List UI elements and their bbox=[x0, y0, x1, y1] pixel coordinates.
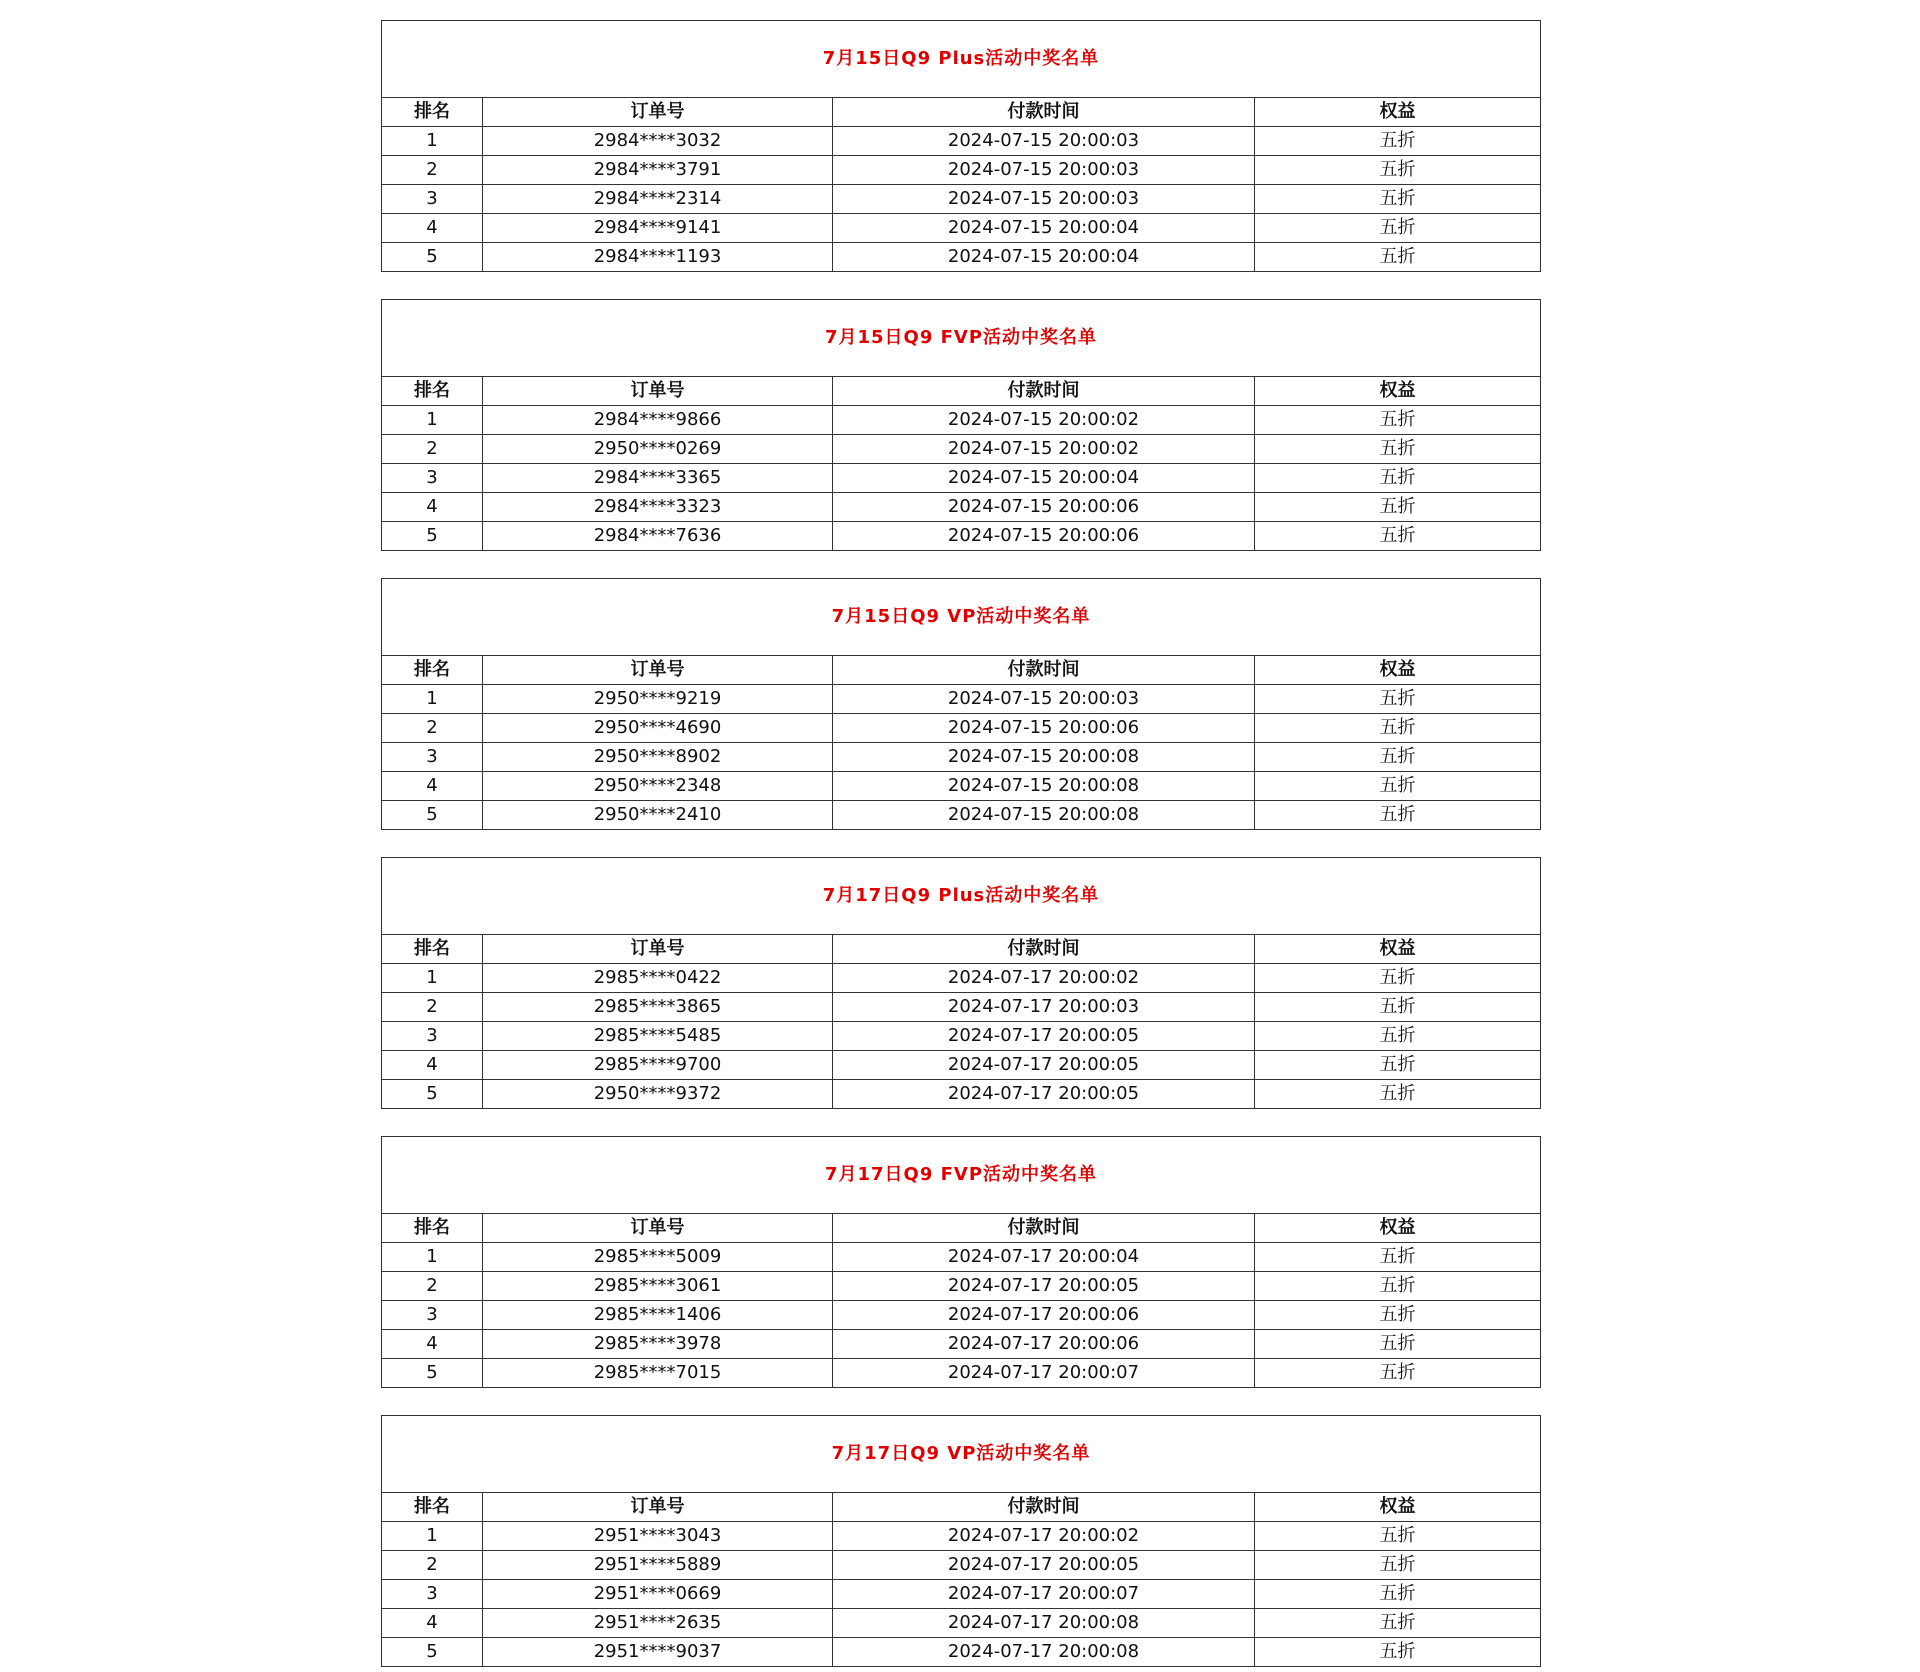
payment-time-cell: 2024-07-17 20:00:03 bbox=[833, 993, 1255, 1022]
order-number-cell: 2984****1193 bbox=[483, 243, 833, 272]
table-row bbox=[382, 1330, 1541, 1359]
benefit-cell: 五折 bbox=[1255, 1551, 1541, 1580]
order-number-cell: 2950****9219 bbox=[483, 685, 833, 714]
table-row bbox=[382, 464, 1541, 493]
winner-table bbox=[381, 299, 1541, 551]
order-number-cell: 2951****2635 bbox=[483, 1609, 833, 1638]
table-row bbox=[382, 435, 1541, 464]
rank-cell: 4 bbox=[382, 1609, 483, 1638]
payment-time-cell: 2024-07-17 20:00:05 bbox=[833, 1051, 1255, 1080]
header-rank: 排名 bbox=[382, 377, 483, 406]
benefit-cell: 五折 bbox=[1255, 1609, 1541, 1638]
table-title: 7月15日Q9 VP活动中奖名单 bbox=[382, 579, 1541, 656]
rank-cell: 2 bbox=[382, 1272, 483, 1301]
table-row bbox=[382, 1080, 1541, 1109]
benefit-cell: 五折 bbox=[1255, 435, 1541, 464]
order-number-cell: 2951****0669 bbox=[483, 1580, 833, 1609]
header-payment-time: 付款时间 bbox=[833, 656, 1255, 685]
header-payment-time: 付款时间 bbox=[833, 98, 1255, 127]
benefit-cell: 五折 bbox=[1255, 1080, 1541, 1109]
table-title: 7月17日Q9 FVP活动中奖名单 bbox=[382, 1137, 1541, 1214]
header-payment-time: 付款时间 bbox=[833, 1493, 1255, 1522]
table-row bbox=[382, 522, 1541, 551]
rank-cell: 1 bbox=[382, 964, 483, 993]
order-number-cell: 2984****3365 bbox=[483, 464, 833, 493]
rank-cell: 2 bbox=[382, 993, 483, 1022]
order-number-cell: 2985****3978 bbox=[483, 1330, 833, 1359]
rank-cell: 1 bbox=[382, 1522, 483, 1551]
winner-table bbox=[381, 857, 1541, 1109]
benefit-cell: 五折 bbox=[1255, 1359, 1541, 1388]
benefit-cell: 五折 bbox=[1255, 493, 1541, 522]
rank-cell: 3 bbox=[382, 464, 483, 493]
table-header-row bbox=[382, 377, 1541, 406]
benefit-cell: 五折 bbox=[1255, 1051, 1541, 1080]
benefit-cell: 五折 bbox=[1255, 1638, 1541, 1667]
table-row bbox=[382, 1638, 1541, 1667]
table-row bbox=[382, 406, 1541, 435]
table-title: 7月17日Q9 VP活动中奖名单 bbox=[382, 1416, 1541, 1493]
table-row bbox=[382, 214, 1541, 243]
header-rank: 排名 bbox=[382, 1493, 483, 1522]
table-header-row bbox=[382, 656, 1541, 685]
winner-table bbox=[381, 20, 1541, 272]
payment-time-cell: 2024-07-15 20:00:04 bbox=[833, 214, 1255, 243]
table-title: 7月15日Q9 Plus活动中奖名单 bbox=[382, 21, 1541, 98]
benefit-cell: 五折 bbox=[1255, 156, 1541, 185]
rank-cell: 4 bbox=[382, 772, 483, 801]
rank-cell: 5 bbox=[382, 801, 483, 830]
order-number-cell: 2984****2314 bbox=[483, 185, 833, 214]
rank-cell: 4 bbox=[382, 1330, 483, 1359]
header-benefit: 权益 bbox=[1255, 98, 1541, 127]
header-order-number: 订单号 bbox=[483, 935, 833, 964]
order-number-cell: 2985****3061 bbox=[483, 1272, 833, 1301]
header-rank: 排名 bbox=[382, 1214, 483, 1243]
rank-cell: 2 bbox=[382, 1551, 483, 1580]
table-row bbox=[382, 1051, 1541, 1080]
order-number-cell: 2985****5009 bbox=[483, 1243, 833, 1272]
order-number-cell: 2985****5485 bbox=[483, 1022, 833, 1051]
table-row bbox=[382, 772, 1541, 801]
rank-cell: 5 bbox=[382, 522, 483, 551]
header-payment-time: 付款时间 bbox=[833, 935, 1255, 964]
payment-time-cell: 2024-07-17 20:00:08 bbox=[833, 1638, 1255, 1667]
benefit-cell: 五折 bbox=[1255, 1522, 1541, 1551]
table-row bbox=[382, 1551, 1541, 1580]
table-header-row bbox=[382, 1214, 1541, 1243]
winner-table bbox=[381, 1136, 1541, 1388]
benefit-cell: 五折 bbox=[1255, 1243, 1541, 1272]
header-order-number: 订单号 bbox=[483, 1493, 833, 1522]
table-row bbox=[382, 1522, 1541, 1551]
payment-time-cell: 2024-07-15 20:00:03 bbox=[833, 185, 1255, 214]
order-number-cell: 2951****9037 bbox=[483, 1638, 833, 1667]
payment-time-cell: 2024-07-15 20:00:06 bbox=[833, 714, 1255, 743]
winner-table bbox=[381, 578, 1541, 830]
table-row bbox=[382, 1272, 1541, 1301]
order-number-cell: 2984****3323 bbox=[483, 493, 833, 522]
payment-time-cell: 2024-07-17 20:00:05 bbox=[833, 1022, 1255, 1051]
payment-time-cell: 2024-07-17 20:00:05 bbox=[833, 1272, 1255, 1301]
header-rank: 排名 bbox=[382, 98, 483, 127]
rank-cell: 5 bbox=[382, 1638, 483, 1667]
benefit-cell: 五折 bbox=[1255, 964, 1541, 993]
benefit-cell: 五折 bbox=[1255, 743, 1541, 772]
benefit-cell: 五折 bbox=[1255, 1330, 1541, 1359]
payment-time-cell: 2024-07-17 20:00:02 bbox=[833, 1522, 1255, 1551]
table-row bbox=[382, 243, 1541, 272]
header-payment-time: 付款时间 bbox=[833, 377, 1255, 406]
table-row bbox=[382, 993, 1541, 1022]
benefit-cell: 五折 bbox=[1255, 406, 1541, 435]
benefit-cell: 五折 bbox=[1255, 1580, 1541, 1609]
benefit-cell: 五折 bbox=[1255, 801, 1541, 830]
rank-cell: 3 bbox=[382, 1301, 483, 1330]
order-number-cell: 2985****7015 bbox=[483, 1359, 833, 1388]
header-benefit: 权益 bbox=[1255, 1214, 1541, 1243]
benefit-cell: 五折 bbox=[1255, 685, 1541, 714]
payment-time-cell: 2024-07-15 20:00:08 bbox=[833, 801, 1255, 830]
order-number-cell: 2950****4690 bbox=[483, 714, 833, 743]
table-header-row bbox=[382, 1493, 1541, 1522]
benefit-cell: 五折 bbox=[1255, 993, 1541, 1022]
order-number-cell: 2984****3032 bbox=[483, 127, 833, 156]
order-number-cell: 2984****9866 bbox=[483, 406, 833, 435]
benefit-cell: 五折 bbox=[1255, 1272, 1541, 1301]
payment-time-cell: 2024-07-17 20:00:06 bbox=[833, 1301, 1255, 1330]
rank-cell: 4 bbox=[382, 1051, 483, 1080]
order-number-cell: 2985****3865 bbox=[483, 993, 833, 1022]
order-number-cell: 2984****3791 bbox=[483, 156, 833, 185]
header-order-number: 订单号 bbox=[483, 1214, 833, 1243]
payment-time-cell: 2024-07-17 20:00:07 bbox=[833, 1580, 1255, 1609]
payment-time-cell: 2024-07-15 20:00:06 bbox=[833, 522, 1255, 551]
rank-cell: 3 bbox=[382, 1022, 483, 1051]
header-benefit: 权益 bbox=[1255, 377, 1541, 406]
table-header-row bbox=[382, 98, 1541, 127]
table-row bbox=[382, 964, 1541, 993]
rank-cell: 5 bbox=[382, 1359, 483, 1388]
payment-time-cell: 2024-07-15 20:00:02 bbox=[833, 406, 1255, 435]
rank-cell: 4 bbox=[382, 493, 483, 522]
table-row bbox=[382, 801, 1541, 830]
table-row bbox=[382, 493, 1541, 522]
order-number-cell: 2985****1406 bbox=[483, 1301, 833, 1330]
order-number-cell: 2984****9141 bbox=[483, 214, 833, 243]
rank-cell: 4 bbox=[382, 214, 483, 243]
payment-time-cell: 2024-07-17 20:00:08 bbox=[833, 1609, 1255, 1638]
order-number-cell: 2985****9700 bbox=[483, 1051, 833, 1080]
benefit-cell: 五折 bbox=[1255, 772, 1541, 801]
payment-time-cell: 2024-07-15 20:00:03 bbox=[833, 156, 1255, 185]
benefit-cell: 五折 bbox=[1255, 214, 1541, 243]
payment-time-cell: 2024-07-17 20:00:05 bbox=[833, 1551, 1255, 1580]
table-header-row bbox=[382, 935, 1541, 964]
order-number-cell: 2950****2348 bbox=[483, 772, 833, 801]
rank-cell: 2 bbox=[382, 435, 483, 464]
payment-time-cell: 2024-07-15 20:00:03 bbox=[833, 685, 1255, 714]
table-row bbox=[382, 714, 1541, 743]
payment-time-cell: 2024-07-15 20:00:04 bbox=[833, 243, 1255, 272]
benefit-cell: 五折 bbox=[1255, 522, 1541, 551]
payment-time-cell: 2024-07-15 20:00:02 bbox=[833, 435, 1255, 464]
benefit-cell: 五折 bbox=[1255, 1022, 1541, 1051]
table-row bbox=[382, 156, 1541, 185]
header-order-number: 订单号 bbox=[483, 377, 833, 406]
header-benefit: 权益 bbox=[1255, 935, 1541, 964]
order-number-cell: 2984****7636 bbox=[483, 522, 833, 551]
header-order-number: 订单号 bbox=[483, 656, 833, 685]
header-rank: 排名 bbox=[382, 656, 483, 685]
table-row bbox=[382, 685, 1541, 714]
table-row bbox=[382, 1022, 1541, 1051]
header-benefit: 权益 bbox=[1255, 656, 1541, 685]
table-title: 7月15日Q9 FVP活动中奖名单 bbox=[382, 300, 1541, 377]
rank-cell: 2 bbox=[382, 156, 483, 185]
order-number-cell: 2985****0422 bbox=[483, 964, 833, 993]
benefit-cell: 五折 bbox=[1255, 243, 1541, 272]
header-rank: 排名 bbox=[382, 935, 483, 964]
header-order-number: 订单号 bbox=[483, 98, 833, 127]
header-payment-time: 付款时间 bbox=[833, 1214, 1255, 1243]
rank-cell: 1 bbox=[382, 685, 483, 714]
header-benefit: 权益 bbox=[1255, 1493, 1541, 1522]
payment-time-cell: 2024-07-15 20:00:04 bbox=[833, 464, 1255, 493]
payment-time-cell: 2024-07-17 20:00:07 bbox=[833, 1359, 1255, 1388]
winner-table bbox=[381, 1415, 1541, 1667]
table-row bbox=[382, 1580, 1541, 1609]
order-number-cell: 2951****5889 bbox=[483, 1551, 833, 1580]
table-row bbox=[382, 1359, 1541, 1388]
payment-time-cell: 2024-07-15 20:00:03 bbox=[833, 127, 1255, 156]
order-number-cell: 2950****8902 bbox=[483, 743, 833, 772]
benefit-cell: 五折 bbox=[1255, 714, 1541, 743]
benefit-cell: 五折 bbox=[1255, 464, 1541, 493]
payment-time-cell: 2024-07-15 20:00:06 bbox=[833, 493, 1255, 522]
rank-cell: 5 bbox=[382, 1080, 483, 1109]
rank-cell: 2 bbox=[382, 714, 483, 743]
benefit-cell: 五折 bbox=[1255, 127, 1541, 156]
rank-cell: 1 bbox=[382, 406, 483, 435]
rank-cell: 5 bbox=[382, 243, 483, 272]
payment-time-cell: 2024-07-17 20:00:06 bbox=[833, 1330, 1255, 1359]
payment-time-cell: 2024-07-17 20:00:02 bbox=[833, 964, 1255, 993]
rank-cell: 3 bbox=[382, 185, 483, 214]
payment-time-cell: 2024-07-17 20:00:04 bbox=[833, 1243, 1255, 1272]
table-row bbox=[382, 1609, 1541, 1638]
table-row bbox=[382, 127, 1541, 156]
payment-time-cell: 2024-07-15 20:00:08 bbox=[833, 772, 1255, 801]
order-number-cell: 2950****9372 bbox=[483, 1080, 833, 1109]
table-row bbox=[382, 185, 1541, 214]
table-row bbox=[382, 743, 1541, 772]
order-number-cell: 2951****3043 bbox=[483, 1522, 833, 1551]
order-number-cell: 2950****2410 bbox=[483, 801, 833, 830]
order-number-cell: 2950****0269 bbox=[483, 435, 833, 464]
table-row bbox=[382, 1243, 1541, 1272]
table-title: 7月17日Q9 Plus活动中奖名单 bbox=[382, 858, 1541, 935]
rank-cell: 3 bbox=[382, 1580, 483, 1609]
benefit-cell: 五折 bbox=[1255, 1301, 1541, 1330]
rank-cell: 3 bbox=[382, 743, 483, 772]
payment-time-cell: 2024-07-15 20:00:08 bbox=[833, 743, 1255, 772]
rank-cell: 1 bbox=[382, 1243, 483, 1272]
rank-cell: 1 bbox=[382, 127, 483, 156]
table-row bbox=[382, 1301, 1541, 1330]
payment-time-cell: 2024-07-17 20:00:05 bbox=[833, 1080, 1255, 1109]
benefit-cell: 五折 bbox=[1255, 185, 1541, 214]
